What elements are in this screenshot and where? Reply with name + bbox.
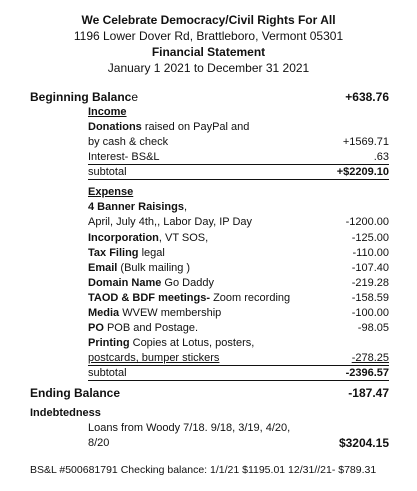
loans-value: $3204.15 [338, 436, 389, 450]
beginning-balance-label: Beginning Balance [30, 90, 139, 104]
beginning-balance-value: +638.76 [345, 90, 389, 104]
printing-label: Printing Copies at Lotus, posters, [88, 337, 255, 349]
expense-item: TAOD & BDF meetings- Zoom recording [88, 292, 291, 304]
expense-rule [88, 365, 389, 366]
interest-value: .63 [373, 151, 389, 163]
expense-heading: Expense [88, 186, 134, 198]
expense-item-value: -125.00 [351, 232, 389, 244]
indebtedness-heading: Indebtedness [30, 407, 101, 419]
income-subtotal-label: subtotal [88, 166, 127, 178]
income-heading: Income [88, 106, 127, 118]
expense-item: Tax Filing legal [88, 247, 165, 259]
banner-value: -1200.00 [345, 216, 389, 228]
printing-label-line2: postcards, bumper stickers [88, 352, 220, 364]
org-address: 1196 Lower Dover Rd, Brattleboro, Vermont 05301 [73, 29, 344, 43]
expense-item-value: -219.28 [351, 277, 389, 289]
expense-item-value: -98.05 [357, 322, 389, 334]
bank-footer: BS&L #500681791 Checking balance: 1/1/21 $1195.01 12/31//21- $789.31 [30, 464, 377, 476]
donations-label: Donations raised on PayPal and [88, 121, 250, 133]
printing-value: -278.25 [351, 352, 389, 364]
expense-subtotal-label: subtotal [88, 367, 127, 379]
expense-subtotal-value: -2396.57 [345, 367, 389, 379]
expense-item-value: -158.59 [351, 292, 389, 304]
income-subtotal-rule [88, 179, 389, 180]
income-rule [88, 164, 389, 165]
loans-line1: Loans from Woody 7/18. 9/18, 3/19, 4/20, [88, 422, 291, 434]
expense-subtotal-rule [88, 380, 389, 381]
expense-item: Incorporation, VT SOS, [88, 232, 209, 244]
banner-label: 4 Banner Raisings, [88, 201, 188, 213]
ending-balance-label: Ending Balance [30, 386, 121, 400]
expense-item-value: -110.00 [352, 247, 389, 259]
donations-label-line2: by cash & check [88, 136, 169, 148]
expense-item-value: -100.00 [351, 307, 389, 319]
expense-item: Domain Name Go Daddy [88, 277, 214, 289]
interest-label: Interest- BS&L [88, 151, 160, 163]
loans-line2: 8/20 [88, 437, 110, 449]
ending-balance-value: -187.47 [348, 386, 389, 400]
expense-item: PO POB and Postage. [88, 322, 199, 334]
income-subtotal-value: +$2209.10 [336, 166, 389, 178]
expense-item: Media WVEW membership [88, 307, 222, 319]
statement-period: January 1 2021 to December 31 2021 [107, 61, 310, 75]
banner-label-line2: April, July 4th,, Labor Day, IP Day [88, 216, 253, 228]
statement-title: Financial Statement [151, 45, 266, 59]
expense-item: Email (Bulk mailing ) [88, 262, 191, 274]
donations-value: +1569.71 [342, 136, 389, 148]
org-name: We Celebrate Democracy/Civil Rights For All [81, 13, 336, 27]
expense-item-value: -107.40 [351, 262, 389, 274]
